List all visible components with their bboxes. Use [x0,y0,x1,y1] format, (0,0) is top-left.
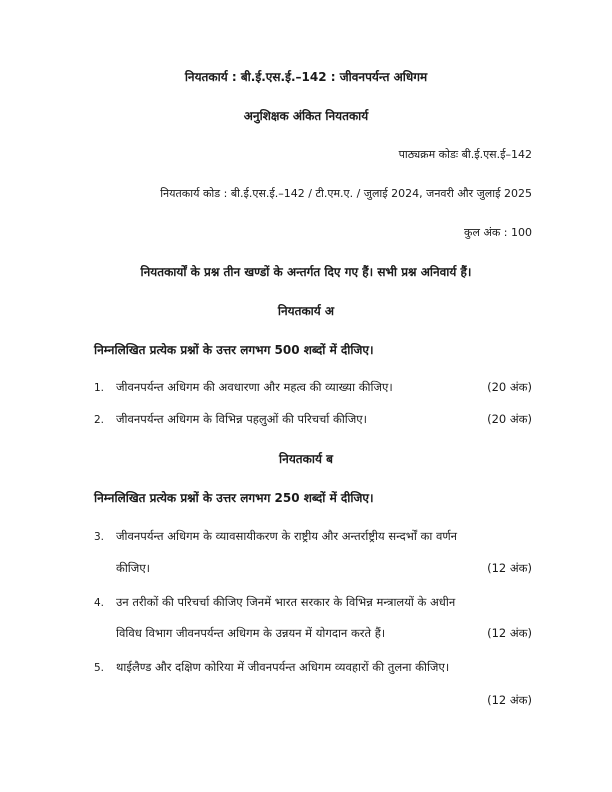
question-number: 3. [94,531,105,543]
document-title: नियतकार्य : बी.ई.एस.ई.–142 : जीवनपर्यन्त अधिगम [184,70,428,84]
question-number: 1. [94,382,105,394]
question-marks: (12 अंक) [487,693,532,707]
section-a-heading: नियतकार्य अ [277,304,335,318]
section-b-heading: नियतकार्य ब [279,452,333,466]
question-marks: (20 अंक) [487,412,532,426]
question-text-line-1: उन तरीकों की परिचर्चा कीजिए जिनमें भारत सरकार के विभिन्न मन्त्रालयों के अधीन [116,595,456,609]
question-text-line-1: जीवनपर्यन्त अधिगम के व्यावसायीकरण के राष्ट्रीय और अन्तर्राष्ट्रीय सन्दर्भों का वर्णन [116,529,458,543]
question-text: जीवनपर्यन्त अधिगम के विभिन्न पहलुओं की परिचर्चा कीजिए। [116,412,368,426]
question-number: 2. [94,414,105,426]
question-marks: (20 अंक) [487,380,532,394]
section-a-instruction: निम्नलिखित प्रत्येक प्रश्नों के उत्तर लगभग 500 शब्दों में दीजिए। [94,343,374,357]
assignment-code: नियतकार्य कोड : बी.ई.एस.ई.–142 / टी.एम.ए. / जुलाई 2024, जनवरी और जुलाई 2025 [160,187,532,200]
question-marks: (12 अंक) [487,626,532,640]
question-text: जीवनपर्यन्त अधिगम की अवधारणा और महत्व की व्याख्या कीजिए। [116,380,393,394]
question-text-line-2: कीजिए। [116,561,151,575]
question-text-line-2: विविध विभाग जीवनपर्यन्त अधिगम के उन्नयन में योगदान करते हैं। [116,626,386,640]
question-marks: (12 अंक) [487,561,532,575]
section-b-instruction: निम्नलिखित प्रत्येक प्रश्नों के उत्तर लगभग 250 शब्दों में दीजिए। [94,491,374,505]
general-instructions: नियतकार्यों के प्रश्न तीन खण्डों के अन्तर्गत दिए गए हैं। सभी प्रश्न अनिवार्य हैं। [140,265,472,279]
course-code: पाठ्यक्रम कोडः बी.ई.एस.ई–142 [398,148,532,161]
question-number: 5. [94,662,105,674]
question-text: थाईलैण्ड और दक्षिण कोरिया में जीवनपर्यन्त अधिगम व्यवहारों की तुलना कीजिए। [116,660,450,674]
question-number: 4. [94,597,105,609]
total-marks: कुल अंक : 100 [464,226,532,239]
document-subtitle: अनुशिक्षक अंकित नियतकार्य [243,109,369,123]
